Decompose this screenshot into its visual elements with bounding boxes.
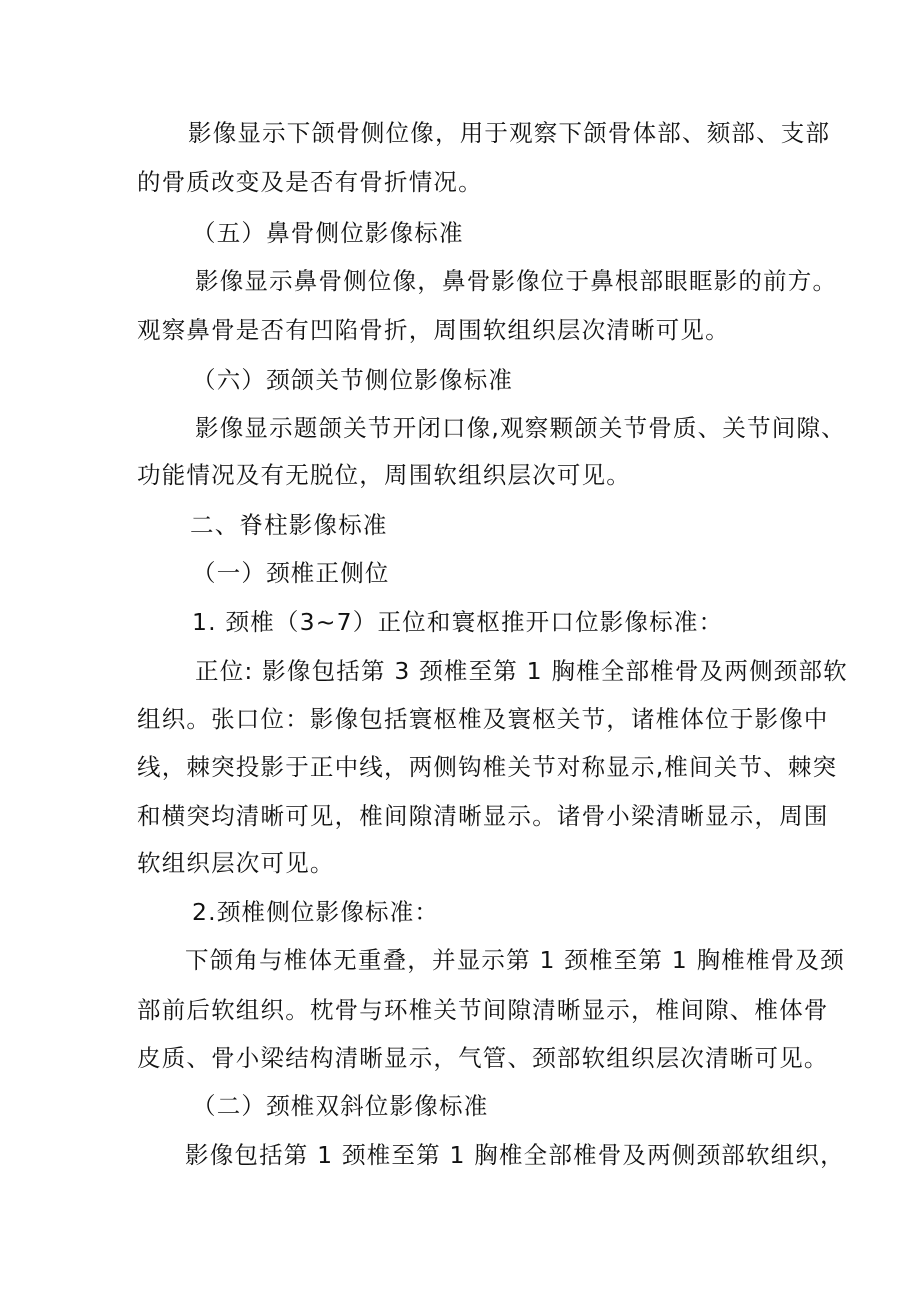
paragraph-line: 和横突均清晰可见，椎间隙清晰显示。诸骨小梁清晰显示，周围 (137, 802, 829, 830)
paragraph-line: 线，棘突投影于正中线，两侧钩椎关节对称显示,椎间关节、棘突 (137, 753, 838, 781)
subsection-heading: 1. 颈椎（3~7）正位和寰枢推开口位影像标准： (192, 608, 724, 636)
paragraph-line: 部前后软组织。枕骨与环椎关节间隙清晰显示，椎间隙、椎体骨 (137, 996, 829, 1024)
section-heading: （一）颈椎正侧位 (192, 559, 390, 587)
section-heading: 二、脊柱影像标准 (190, 511, 388, 539)
paragraph-line: 组织。张口位：影像包括寰枢椎及寰枢关节，诸椎体位于影像中 (137, 705, 829, 733)
paragraph-line: 软组织层次可见。 (137, 849, 335, 877)
section-heading: （六）颈颌关节侧位影像标准 (192, 366, 514, 394)
paragraph-line: 功能情况及有无脱位，周围软组织层次可见。 (137, 461, 631, 489)
paragraph-line: 观察鼻骨是否有凹陷骨折，周围软组织层次清晰可见。 (137, 316, 730, 344)
paragraph-line: 影像包括第 1 颈椎至第 1 胸椎全部椎骨及两侧颈部软组织， (185, 1141, 845, 1169)
paragraph-line: 正位: 影像包括第 3 颈椎至第 1 胸椎全部椎骨及两侧颈部软 (195, 657, 848, 685)
paragraph-line: 皮质、骨小梁结构清晰显示，气管、颈部软组织层次清晰可见。 (137, 1044, 829, 1072)
paragraph-line: 影像显示鼻骨侧位像，鼻骨影像位于鼻根部眼眶影的前方。 (195, 267, 838, 295)
paragraph-line: 影像显示题颌关节开闭口像,观察颗颌关节骨质、关节间隙、 (195, 414, 846, 442)
subsection-heading: 2.颈椎侧位影像标准： (192, 898, 440, 926)
section-heading: （五）鼻骨侧位影像标准 (192, 219, 464, 247)
section-heading: （二）颈椎双斜位影像标准 (192, 1092, 489, 1120)
paragraph-line: 的骨质改变及是否有骨折情况。 (137, 168, 483, 196)
paragraph-line: 下颌角与椎体无重叠，并显示第 1 颈椎至第 1 胸椎椎骨及颈 (185, 946, 845, 974)
paragraph-line: 影像显示下颌骨侧位像，用于观察下颌骨体部、颏部、支部 (188, 119, 831, 147)
